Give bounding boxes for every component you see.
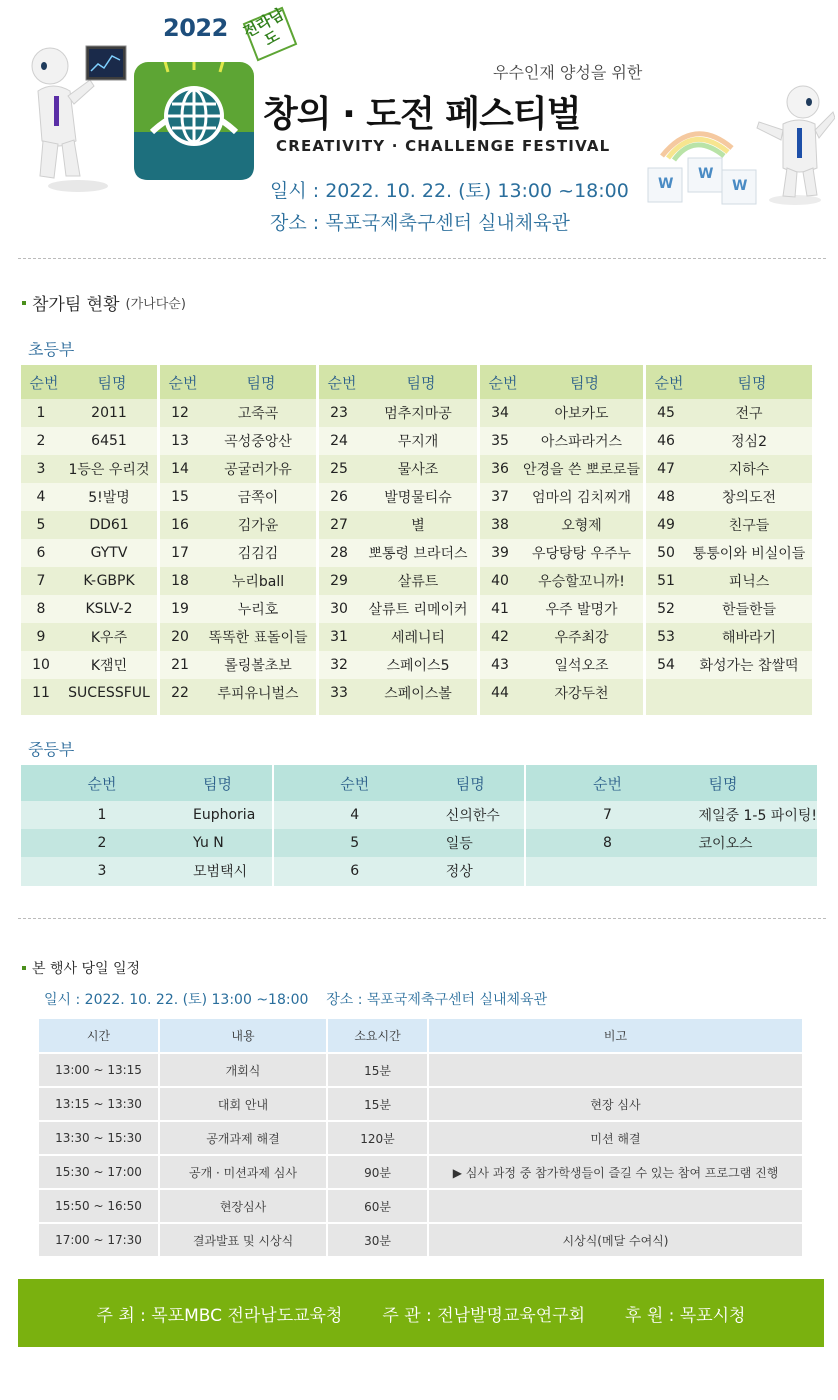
team-number: 46 (657, 433, 675, 449)
team-number: 36 (491, 461, 509, 477)
schedule-time: 13:30 ~ 15:30 (39, 1122, 160, 1154)
bullet-icon (22, 966, 26, 970)
table-row (646, 651, 812, 679)
middle-label: 중등부 (28, 740, 75, 759)
team-number: 1 (36, 405, 46, 421)
middle-column (526, 765, 817, 886)
team-number: 51 (657, 573, 675, 589)
header-number: 순번 (87, 774, 117, 793)
team-number: 12 (171, 405, 189, 421)
table-header-row (21, 765, 272, 801)
team-name: SUCESSFUL (68, 685, 150, 701)
elementary-label: 초등부 (28, 340, 75, 359)
table-filler (526, 857, 817, 886)
table-row (480, 427, 643, 455)
team-number: 31 (330, 629, 348, 645)
header-number: 순번 (592, 774, 622, 793)
header-team-name: 팀명 (406, 373, 436, 392)
table-row (319, 511, 477, 539)
team-number: 40 (491, 573, 509, 589)
schedule-content: 공개 · 미션과제 심사 (160, 1156, 328, 1188)
footer-host: 주 최 : 목포MBC 전라남도교육청 (96, 1305, 343, 1326)
team-name: 우승할꼬니까! (538, 574, 625, 590)
www-letter-3: W (732, 178, 748, 194)
table-header-row (319, 365, 477, 399)
schedule-row (39, 1054, 802, 1086)
team-number: 13 (171, 433, 189, 449)
schedule-duration: 90분 (328, 1156, 429, 1188)
team-name: 엄마의 김치찌개 (531, 490, 632, 506)
table-row (646, 595, 812, 623)
header-number: 순번 (654, 373, 684, 392)
team-number: 39 (491, 545, 509, 561)
schedule-row (39, 1156, 802, 1188)
team-name: 1등은 우리것 (68, 462, 150, 478)
team-name: KSLV-2 (85, 601, 133, 617)
table-row (646, 623, 812, 651)
table-row (160, 567, 316, 595)
team-name: 신의한수 (445, 808, 500, 824)
table-row (160, 483, 316, 511)
table-row (480, 539, 643, 567)
schedule-note: 시상식(메달 수여식) (429, 1224, 802, 1256)
table-header-row (526, 765, 817, 801)
team-number: 6 (36, 545, 46, 561)
table-row (160, 455, 316, 483)
team-name: 무지개 (397, 434, 439, 450)
header-team-name: 팀명 (203, 774, 232, 793)
table-row (21, 829, 272, 857)
team-name: GYTV (90, 545, 128, 561)
elementary-teams-table (21, 365, 817, 715)
festival-title: 창의 · 도전 페스티벌 (263, 94, 581, 135)
middle-column (274, 765, 525, 886)
schedule-content: 공개과제 해결 (160, 1122, 328, 1154)
team-name: 우주최강 (554, 630, 609, 646)
team-name: 정심2 (731, 434, 767, 450)
table-row (526, 829, 817, 857)
table-header-row (480, 365, 643, 399)
schedule-time: 13:00 ~ 13:15 (39, 1054, 160, 1086)
schedule-time: 13:15 ~ 13:30 (39, 1088, 160, 1120)
table-row (319, 595, 477, 623)
team-number: 3 (97, 863, 107, 879)
table-row (319, 427, 477, 455)
team-number: 52 (657, 601, 675, 617)
schedule-duration: 120분 (328, 1122, 429, 1154)
team-name: 오형제 (561, 518, 602, 534)
team-number: 29 (330, 573, 348, 589)
team-number: 30 (330, 601, 348, 617)
www-letter-2: W (698, 166, 714, 182)
team-name: 우당탕탕 우주누 (531, 546, 632, 562)
region-tag (238, 6, 300, 66)
team-number: 26 (330, 489, 348, 505)
team-name: 자강두천 (554, 686, 609, 702)
table-row (480, 483, 643, 511)
header-team-name: 팀명 (246, 373, 276, 392)
header-number: 순번 (168, 373, 198, 392)
team-number: 16 (171, 517, 189, 533)
team-name: 김김김 (237, 546, 279, 562)
team-name: 고죽곡 (237, 406, 279, 422)
table-row (21, 483, 157, 511)
team-number: 34 (491, 405, 509, 421)
sponsor-footer (18, 1279, 824, 1347)
table-row (21, 567, 157, 595)
team-number: 25 (330, 461, 348, 477)
festival-year: 2022 (163, 14, 228, 42)
header-team-name: 팀명 (708, 774, 738, 793)
team-number: 32 (330, 657, 348, 673)
festival-header (0, 0, 838, 250)
team-name: 정상 (445, 864, 473, 880)
team-number: 15 (171, 489, 189, 505)
robot-waving-icon (755, 82, 835, 207)
team-name: 안경을 쓴 뽀로로들 (522, 462, 641, 478)
team-number: 23 (330, 405, 348, 421)
table-row (160, 679, 316, 707)
schedule-content: 현장심사 (160, 1190, 328, 1222)
table-row (480, 399, 643, 427)
team-number: 50 (657, 545, 675, 561)
robot-with-monitor-icon (28, 36, 128, 196)
bullet-icon (22, 301, 26, 305)
team-number: 21 (171, 657, 189, 673)
table-row (480, 511, 643, 539)
team-name: 친구들 (728, 518, 770, 534)
table-row (646, 427, 812, 455)
team-number: 3 (36, 461, 46, 477)
schedule-section-heading (22, 958, 140, 978)
table-row (480, 455, 643, 483)
team-name: 뽀통령 브라더스 (368, 546, 468, 562)
header-team-name: 팀명 (570, 373, 599, 392)
globe-icon (134, 62, 254, 180)
table-row (160, 595, 316, 623)
team-name: 물사조 (397, 462, 439, 478)
teams-sort-note: (가나다순) (125, 297, 186, 312)
table-row (21, 539, 157, 567)
table-row (160, 427, 316, 455)
table-row (21, 679, 157, 707)
team-name: DD61 (89, 517, 129, 533)
table-row (319, 623, 477, 651)
schedule-duration: 30분 (328, 1224, 429, 1256)
schedule-duration: 60분 (328, 1190, 429, 1222)
team-number: 5 (350, 835, 360, 851)
elementary-column (319, 365, 477, 715)
team-name: K-GBPK (83, 573, 135, 589)
header-team-name: 팀명 (97, 373, 127, 392)
schedule-note: 현장 심사 (429, 1088, 802, 1120)
team-number: 6 (350, 863, 360, 879)
table-row (646, 483, 812, 511)
schedule-duration: 15분 (328, 1088, 429, 1120)
team-name: Yu N (193, 835, 224, 851)
header-number: 순번 (488, 373, 518, 392)
table-row (21, 651, 157, 679)
table-row (646, 511, 812, 539)
schedule-note (429, 1190, 802, 1222)
schedule-content: 개회식 (160, 1054, 328, 1086)
team-number: 28 (330, 545, 348, 561)
table-row (274, 829, 525, 857)
team-number: 2 (97, 835, 107, 851)
team-number: 5 (36, 517, 46, 533)
table-header-row (646, 365, 812, 399)
schedule-content: 결과발표 및 시상식 (160, 1224, 328, 1256)
schedule-note: ▶ 심사 과정 중 참가학생들이 즐길 수 있는 참여 프로그램 진행 (429, 1156, 802, 1188)
team-name: 코이오스 (698, 836, 753, 852)
team-number: 49 (657, 517, 675, 533)
table-filler (480, 707, 643, 715)
schedule-duration: 15분 (328, 1054, 429, 1086)
table-filler (646, 679, 812, 715)
middle-teams-table (21, 765, 817, 886)
table-row (319, 567, 477, 595)
table-row (646, 567, 812, 595)
team-name: 2011 (91, 405, 127, 421)
team-number: 33 (330, 685, 348, 701)
table-filler (21, 707, 157, 715)
team-number: 54 (657, 657, 675, 673)
team-name: 6451 (91, 433, 127, 449)
schedule-time: 15:50 ~ 16:50 (39, 1190, 160, 1222)
team-name: 5!발명 (88, 490, 130, 506)
table-row (480, 595, 643, 623)
team-name: 한들한들 (721, 602, 777, 618)
team-name: 곡성중앙산 (224, 434, 292, 450)
team-name: Euphoria (193, 807, 256, 823)
team-number: 22 (171, 685, 189, 701)
table-row (646, 399, 812, 427)
team-name: 일석오조 (554, 658, 609, 674)
divider (18, 258, 826, 259)
team-number: 14 (171, 461, 189, 477)
table-row (480, 623, 643, 651)
table-filler (319, 707, 477, 715)
divider (18, 918, 826, 919)
table-row (319, 539, 477, 567)
schedule-header-note: 비고 (429, 1019, 802, 1052)
team-name: 제일중 1-5 파이팅! (698, 808, 817, 824)
region-tag-text: 전라남도 (240, 4, 288, 50)
team-name: 스페이스볼 (384, 686, 452, 702)
team-name: 김가윤 (237, 518, 279, 534)
team-number: 7 (36, 573, 46, 589)
team-name: 누리ball (231, 574, 285, 590)
team-name: 똑똑한 표돌이들 (208, 630, 308, 646)
festival-date: 일시 : 2022. 10. 22. (토) 13:00 ~18:00 (270, 180, 629, 202)
schedule-note: 미션 해결 (429, 1122, 802, 1154)
team-name: 화성가는 찹쌀떡 (699, 658, 799, 674)
header-number: 순번 (327, 373, 357, 392)
table-row (21, 399, 157, 427)
team-name: 금쪽이 (237, 490, 279, 506)
team-number: 41 (491, 601, 509, 617)
table-filler (274, 885, 525, 886)
team-name: 해바라기 (721, 630, 777, 646)
team-number: 47 (657, 461, 675, 477)
team-name: 스페이스5 (386, 658, 450, 674)
team-name: K우주 (90, 630, 128, 646)
table-header-row (21, 365, 157, 399)
table-row (21, 455, 157, 483)
team-name: 모범택시 (193, 864, 248, 880)
team-name: 우주 발명가 (545, 602, 618, 618)
table-row (160, 651, 316, 679)
table-row (160, 511, 316, 539)
team-name: K잼민 (90, 658, 128, 674)
team-number: 4 (350, 807, 360, 823)
table-row (160, 539, 316, 567)
table-row (274, 801, 525, 829)
header-team-name: 팀명 (455, 774, 485, 793)
team-number: 8 (603, 835, 612, 851)
festival-venue: 장소 : 목포국제축구센터 실내체육관 (270, 212, 570, 234)
footer-organizer: 주 관 : 전남발명교육연구회 (382, 1305, 585, 1326)
footer-sponsor: 후 원 : 목포시청 (625, 1305, 746, 1326)
team-name: 살류트 (397, 574, 439, 590)
team-number: 9 (36, 629, 46, 645)
team-name: 지하수 (728, 462, 770, 478)
festival-subtitle: 우수인재 양성을 위한 (493, 63, 643, 82)
table-row (21, 511, 157, 539)
team-name: 별 (411, 518, 425, 534)
schedule-content: 대회 안내 (160, 1088, 328, 1120)
table-row (480, 679, 643, 707)
table-row (21, 623, 157, 651)
team-name: 멈추지마공 (384, 406, 452, 422)
table-row (526, 801, 817, 829)
middle-column (21, 765, 272, 886)
schedule-row (39, 1190, 802, 1222)
table-row (480, 567, 643, 595)
team-number: 38 (491, 517, 509, 533)
schedule-header-content: 내용 (160, 1019, 328, 1052)
team-number: 18 (171, 573, 189, 589)
schedule-info: 일시 : 2022. 10. 22. (토) 13:00 ~18:00 장소 : 목포국제축구센터 실내체육관 (44, 992, 548, 1008)
team-number: 35 (491, 433, 509, 449)
team-number: 27 (330, 517, 348, 533)
schedule-header-time: 시간 (39, 1019, 160, 1052)
schedule-note (429, 1054, 802, 1086)
table-row (274, 857, 525, 885)
team-number: 2 (36, 433, 46, 449)
teams-title: 참가팀 현황 (32, 295, 120, 315)
schedule-row (39, 1122, 802, 1154)
table-row (319, 455, 477, 483)
team-number: 17 (171, 545, 189, 561)
team-number: 45 (657, 405, 675, 421)
schedule-row (39, 1088, 802, 1120)
table-row (21, 595, 157, 623)
team-name: 아스파라거스 (540, 434, 623, 450)
team-name: 롤링볼초보 (224, 658, 292, 674)
team-name: 세레니티 (390, 630, 446, 646)
schedule-time: 15:30 ~ 17:00 (39, 1156, 160, 1188)
table-row (160, 623, 316, 651)
schedule-title: 본 행사 당일 일정 (32, 961, 141, 977)
team-number: 44 (491, 685, 509, 701)
table-row (646, 455, 812, 483)
table-row (480, 651, 643, 679)
team-name: 아보카도 (554, 406, 609, 422)
team-number: 20 (171, 629, 189, 645)
team-name: 루피유니벌스 (217, 686, 299, 702)
schedule-table (39, 1017, 802, 1258)
team-name: 창의도전 (721, 490, 777, 506)
header-number: 순번 (340, 774, 370, 793)
teams-section-heading (22, 290, 186, 315)
schedule-header-row (39, 1019, 802, 1052)
table-row (21, 857, 272, 885)
team-number: 8 (36, 601, 46, 617)
team-name: 공굴러가유 (224, 462, 292, 478)
team-number: 11 (32, 685, 50, 701)
team-name: 누리호 (237, 602, 279, 618)
table-filler (21, 885, 272, 886)
header-team-name: 팀명 (737, 373, 767, 392)
team-number: 10 (32, 657, 50, 673)
elementary-column (646, 365, 812, 715)
table-filler (160, 707, 316, 715)
team-number: 37 (491, 489, 509, 505)
elementary-column (21, 365, 157, 715)
table-row (319, 483, 477, 511)
team-number: 19 (171, 601, 189, 617)
table-row (319, 679, 477, 707)
festival-title-en: CREATIVITY · CHALLENGE FESTIVAL (276, 137, 611, 155)
table-header-row (274, 765, 525, 801)
team-number: 43 (491, 657, 509, 673)
table-row (160, 399, 316, 427)
team-number: 48 (657, 489, 675, 505)
www-letter-1: W (658, 176, 674, 192)
team-name: 살류트 리메이커 (368, 602, 468, 618)
table-header-row (160, 365, 316, 399)
team-name: 전구 (735, 406, 763, 422)
team-name: 퉁퉁이와 비실이들 (692, 546, 806, 562)
table-row (21, 801, 272, 829)
elementary-column (160, 365, 316, 715)
schedule-time: 17:00 ~ 17:30 (39, 1224, 160, 1256)
header-number: 순번 (29, 373, 59, 392)
team-number: 24 (330, 433, 348, 449)
table-row (646, 539, 812, 567)
team-number: 1 (97, 807, 107, 823)
table-row (319, 399, 477, 427)
elementary-column (480, 365, 643, 715)
team-number: 7 (603, 807, 612, 823)
table-row (21, 427, 157, 455)
schedule-row (39, 1224, 802, 1256)
team-number: 42 (491, 629, 509, 645)
team-name: 피닉스 (728, 574, 770, 590)
team-number: 53 (657, 629, 675, 645)
table-row (319, 651, 477, 679)
schedule-header-duration: 소요시간 (328, 1019, 429, 1052)
team-name: 일등 (445, 836, 473, 852)
team-number: 4 (36, 489, 46, 505)
team-name: 발명물티슈 (384, 490, 452, 506)
